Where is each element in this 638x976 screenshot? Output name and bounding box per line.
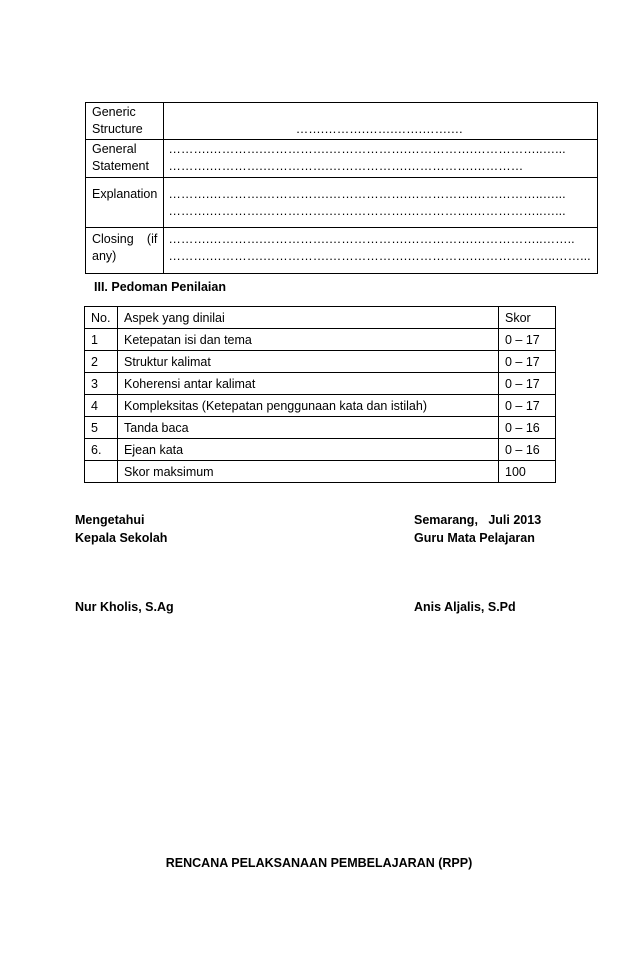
- signature-right-name: Anis Aljalis, S.Pd: [414, 600, 516, 614]
- signature-left-title: Mengetahui: [75, 513, 145, 527]
- row-score: 0 – 16: [499, 439, 556, 461]
- table-row: [85, 373, 556, 395]
- row-number: 4: [85, 395, 118, 417]
- row-score: 0 – 17: [499, 395, 556, 417]
- structure-label: General Statement: [86, 140, 164, 178]
- row-number: 5: [85, 417, 118, 439]
- scoring-table: [84, 306, 556, 483]
- structure-dots: …….……….…….…….…….…: [164, 103, 597, 140]
- text-structure-table: [85, 102, 598, 274]
- table-row: [85, 417, 556, 439]
- row-score: 0 – 16: [499, 417, 556, 439]
- column-header-score: Skor: [499, 307, 556, 329]
- row-number: 1: [85, 329, 118, 351]
- signature-left-name: Nur Kholis, S.Ag: [75, 600, 174, 614]
- structure-label: Closing (if any): [86, 228, 164, 274]
- row-aspect: Tanda baca: [118, 417, 499, 439]
- row-aspect: Koherensi antar kalimat: [118, 373, 499, 395]
- table-row: [85, 329, 556, 351]
- table-row: [85, 395, 556, 417]
- section-heading: III. Pedoman Penilaian: [94, 280, 226, 294]
- structure-dots: ……….………….…………….……………….…………….……………..…….. ……….………….…………….……………….…………….………………..……...: [164, 228, 597, 274]
- row-score: 0 – 17: [499, 373, 556, 395]
- table-row: [85, 439, 556, 461]
- structure-dots: ……….………….…………….……………….…………….……………..…... ……….………….…………….……………….…………….…………: [164, 140, 597, 178]
- row-aspect: Ketepatan isi dan tema: [118, 329, 499, 351]
- row-score: 0 – 17: [499, 351, 556, 373]
- row-number: [85, 461, 118, 483]
- table-header-row: [85, 307, 556, 329]
- signature-right-place-date: Semarang, Juli 2013: [414, 513, 542, 527]
- table-row: [86, 178, 598, 228]
- structure-label: Explanation: [86, 178, 164, 228]
- row-score: 100: [499, 461, 556, 483]
- signature-right-role: Guru Mata Pelajaran: [414, 531, 535, 545]
- table-row: [86, 228, 598, 274]
- row-aspect: Struktur kalimat: [118, 351, 499, 373]
- row-number: 3: [85, 373, 118, 395]
- row-aspect: Skor maksimum: [118, 461, 499, 483]
- structure-label: Generic Structure: [86, 103, 164, 140]
- structure-dots: ……….………….…………….……………….…………….……………..…... ……….………….…………….……………….…………….……………..…...: [164, 178, 597, 228]
- table-row: [86, 140, 598, 178]
- column-header-aspect: Aspek yang dinilai: [118, 307, 499, 329]
- table-row: [85, 351, 556, 373]
- table-row: [85, 461, 556, 483]
- row-number: 2: [85, 351, 118, 373]
- column-header-no: No.: [85, 307, 118, 329]
- row-score: 0 – 17: [499, 329, 556, 351]
- row-number: 6.: [85, 439, 118, 461]
- signature-left-role: Kepala Sekolah: [75, 531, 168, 545]
- table-row: [86, 103, 598, 140]
- row-aspect: Ejean kata: [118, 439, 499, 461]
- document-title: RENCANA PELAKSANAAN PEMBELAJARAN (RPP): [165, 856, 473, 870]
- row-aspect: Kompleksitas (Ketepatan penggunaan kata dan istilah): [118, 395, 499, 417]
